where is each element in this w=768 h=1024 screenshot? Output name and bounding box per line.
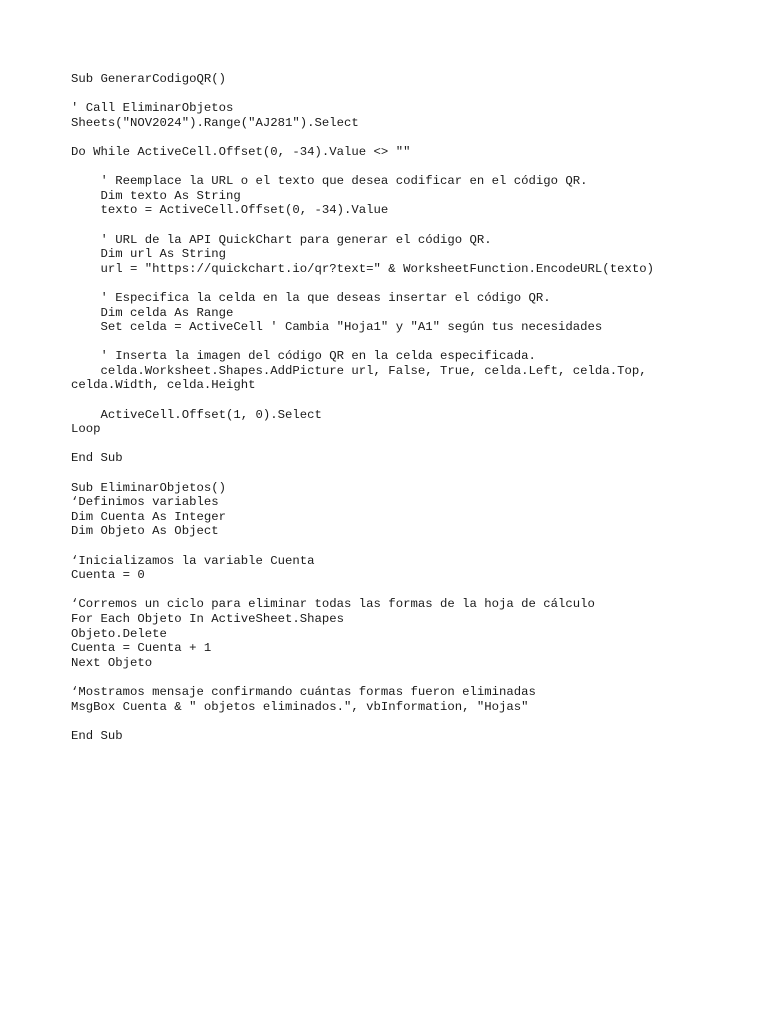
code-line: Objeto.Delete [71,626,167,641]
code-line: MsgBox Cuenta & " objetos eliminados.", vbInformation, "Hojas" [71,699,529,714]
code-line: End Sub [71,728,123,743]
blank-line [71,670,751,685]
blank-line [71,335,751,350]
code-line: Set celda = ActiveCell ' Cambia "Hoja1" y "A1" según tus necesidades [71,320,603,335]
code-line: ‘Definimos variables [71,495,219,510]
code-line: url = "https://quickchart.io/qr?text=" & WorksheetFunction.EncodeURL(texto) [71,261,654,276]
code-line: For Each Objeto In ActiveSheet.Shapes [71,611,345,626]
blank-line [71,130,751,145]
vba-code-block [71,72,751,743]
code-line: ' Call EliminarObjetos [71,101,234,116]
blank-line [71,276,751,291]
code-line: texto = ActiveCell.Offset(0, -34).Value [71,203,389,218]
code-line: ‘Inicializamos la variable Cuenta [71,553,315,568]
blank-line [71,466,751,481]
code-line: End Sub [71,451,123,466]
blank-line [71,583,751,598]
code-line: Next Objeto [71,655,153,670]
code-line: ' Reemplace la URL o el texto que desea codificar en el código QR. [71,174,588,189]
blank-line [71,539,751,554]
code-line: ' Especifica la celda en la que deseas insertar el código QR. [71,290,551,305]
code-line: ActiveCell.Offset(1, 0).Select [71,407,322,422]
code-line: Dim Objeto As Object [71,524,219,539]
blank-line [71,714,751,729]
code-line: ' Inserta la imagen del código QR en la celda especificada. [71,349,536,364]
blank-line [71,218,751,233]
code-line: Dim url As String [71,247,226,262]
code-line: Sub GenerarCodigoQR() [71,72,226,86]
code-line: Cuenta = Cuenta + 1 [71,641,212,656]
code-line: Cuenta = 0 [71,568,145,583]
blank-line [71,87,751,102]
code-line: celda.Worksheet.Shapes.AddPicture url, False, True, celda.Left, celda.Top, [71,363,647,378]
code-line: Sheets("NOV2024").Range("AJ281").Select [71,115,359,130]
blank-line [71,437,751,452]
code-line: ‘Corremos un ciclo para eliminar todas las formas de la hoja de cálculo [71,597,595,612]
blank-line [71,393,751,408]
blank-line [71,160,751,175]
code-line: Dim texto As String [71,188,241,203]
code-line: Sub EliminarObjetos() [71,480,226,495]
code-line: Dim celda As Range [71,305,234,320]
code-line: ‘Mostramos mensaje confirmando cuántas formas fueron eliminadas [71,684,536,699]
code-line: ' URL de la API QuickChart para generar el código QR. [71,232,492,247]
code-line: Dim Cuenta As Integer [71,509,226,524]
code-line: Do While ActiveCell.Offset(0, -34).Value <> "" [71,144,411,159]
code-line: Loop [71,422,101,437]
code-line: celda.Width, celda.Height [71,378,256,393]
